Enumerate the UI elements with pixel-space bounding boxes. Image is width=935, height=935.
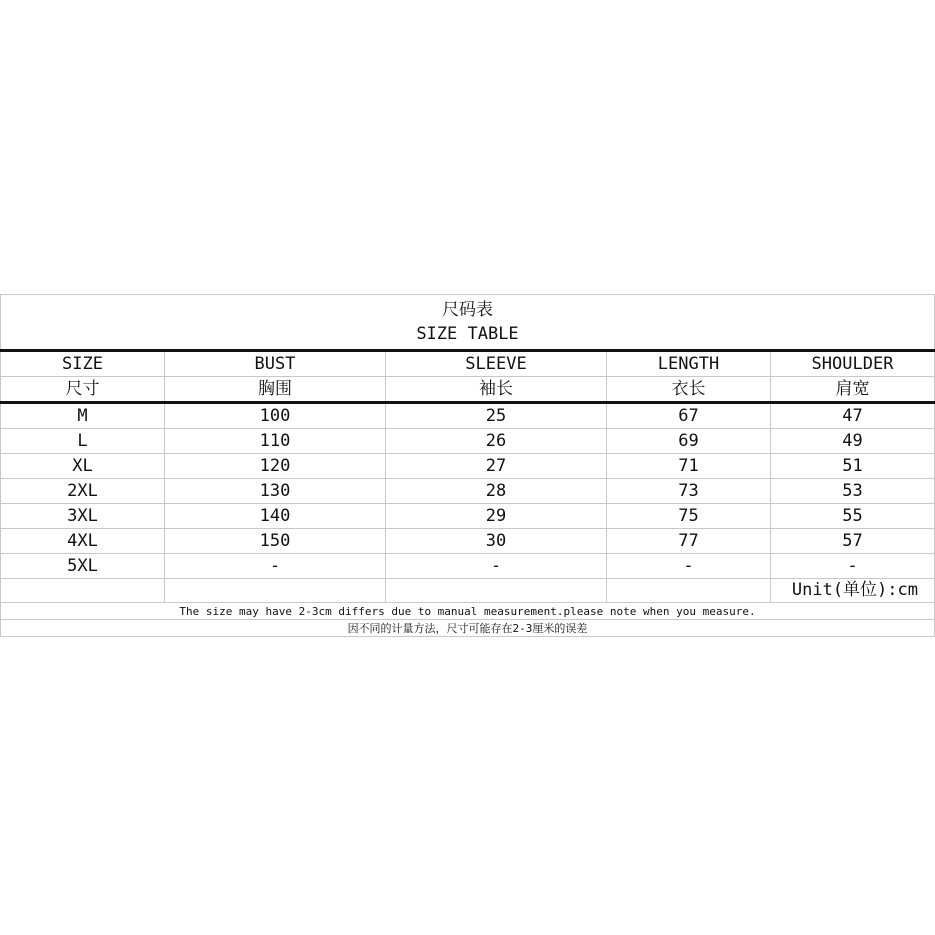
sleeve-cell: - xyxy=(386,554,607,579)
header-row-cn xyxy=(1,377,935,403)
bust-cell: 120 xyxy=(165,454,386,479)
sleeve-cell: 27 xyxy=(386,454,607,479)
length-cell: 67 xyxy=(607,403,771,429)
header-row-en xyxy=(1,351,935,377)
unit-label: Unit(单位):cm xyxy=(771,579,935,603)
shoulder-cell: 47 xyxy=(771,403,935,429)
header-shoulder-cn: 肩宽 xyxy=(771,377,935,403)
header-sleeve-en: SLEEVE xyxy=(386,351,607,377)
table-row xyxy=(1,479,935,504)
empty-cell xyxy=(1,579,165,603)
shoulder-cell: 53 xyxy=(771,479,935,504)
table-row xyxy=(1,403,935,429)
size-cell: L xyxy=(1,429,165,454)
size-cell: M xyxy=(1,403,165,429)
size-cell: 4XL xyxy=(1,529,165,554)
shoulder-cell: - xyxy=(771,554,935,579)
note-cn: 因不同的计量方法，尺寸可能存在2-3厘米的误差 xyxy=(1,620,935,637)
size-cell: 2XL xyxy=(1,479,165,504)
bust-cell: 110 xyxy=(165,429,386,454)
size-cell: 5XL xyxy=(1,554,165,579)
empty-cell xyxy=(386,579,607,603)
sleeve-cell: 30 xyxy=(386,529,607,554)
length-cell: 75 xyxy=(607,504,771,529)
bust-cell: 140 xyxy=(165,504,386,529)
sleeve-cell: 29 xyxy=(386,504,607,529)
header-length-cn: 衣长 xyxy=(607,377,771,403)
shoulder-cell: 57 xyxy=(771,529,935,554)
length-cell: 71 xyxy=(607,454,771,479)
size-cell: 3XL xyxy=(1,504,165,529)
size-cell: XL xyxy=(1,454,165,479)
bust-cell: 130 xyxy=(165,479,386,504)
header-sleeve-cn: 袖长 xyxy=(386,377,607,403)
table-title xyxy=(1,295,935,351)
bust-cell: 150 xyxy=(165,529,386,554)
empty-cell xyxy=(165,579,386,603)
title-cn: 尺码表 xyxy=(442,300,493,320)
note-en: The size may have 2-3cm differs due to manual measurement.please note when you measure. xyxy=(1,603,935,620)
title-en: SIZE TABLE xyxy=(416,324,519,344)
sleeve-cell: 25 xyxy=(386,403,607,429)
bust-cell: - xyxy=(165,554,386,579)
header-length-en: LENGTH xyxy=(607,351,771,377)
shoulder-cell: 49 xyxy=(771,429,935,454)
bust-cell: 100 xyxy=(165,403,386,429)
table-row xyxy=(1,504,935,529)
header-bust-en: BUST xyxy=(165,351,386,377)
shoulder-cell: 55 xyxy=(771,504,935,529)
table-row xyxy=(1,454,935,479)
size-table xyxy=(0,294,935,637)
header-bust-cn: 胸围 xyxy=(165,377,386,403)
table-row xyxy=(1,529,935,554)
sleeve-cell: 26 xyxy=(386,429,607,454)
length-cell: 77 xyxy=(607,529,771,554)
header-size-en: SIZE xyxy=(1,351,165,377)
length-cell: 69 xyxy=(607,429,771,454)
note-row-cn xyxy=(1,620,935,637)
shoulder-cell: 51 xyxy=(771,454,935,479)
empty-cell xyxy=(607,579,771,603)
length-cell: 73 xyxy=(607,479,771,504)
table-row xyxy=(1,429,935,454)
header-size-cn: 尺寸 xyxy=(1,377,165,403)
note-row-en xyxy=(1,603,935,620)
length-cell: - xyxy=(607,554,771,579)
sleeve-cell: 28 xyxy=(386,479,607,504)
header-shoulder-en: SHOULDER xyxy=(771,351,935,377)
table-row xyxy=(1,554,935,579)
unit-row xyxy=(1,579,935,603)
